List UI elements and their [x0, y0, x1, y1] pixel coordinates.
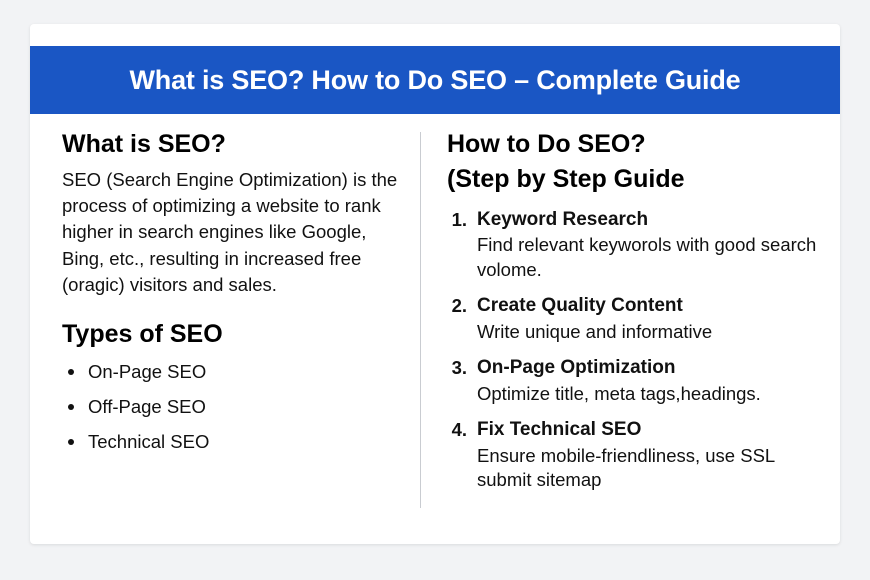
how-to-do-seo-heading: How to Do SEO? — [447, 130, 646, 158]
step-title: Keyword Research — [477, 208, 649, 230]
right-column — [421, 130, 840, 514]
page-title: What is SEO? How to Do SEO – Complete Guide — [129, 64, 741, 95]
list-item — [447, 208, 820, 283]
list-item — [447, 294, 820, 344]
step-number: 4. — [451, 419, 467, 441]
step-description: Optimize title, meta tags,headings. — [477, 382, 761, 404]
list-item: On-Page SEO — [62, 359, 406, 385]
list-item — [447, 418, 820, 493]
steps-list — [447, 208, 820, 493]
step-number: 3. — [451, 357, 467, 379]
left-column — [30, 130, 420, 514]
step-content — [477, 208, 820, 283]
list-item: Technical SEO — [62, 429, 406, 455]
step-description: Write unique and informative — [477, 320, 713, 342]
step-description: Ensure mobile-friendliness, use SSL submit sitemap — [477, 444, 775, 491]
step-title: Create Quality Content — [477, 295, 683, 316]
list-item — [447, 356, 820, 406]
how-to-do-seo-subheading: (Step by Step Guide — [447, 164, 685, 193]
types-of-seo-list — [62, 359, 406, 456]
step-content — [477, 356, 820, 406]
what-is-seo-heading: What is SEO? — [62, 130, 226, 158]
step-content — [477, 294, 820, 344]
types-of-seo-heading: Types of SEO — [62, 320, 223, 349]
step-description: Find relevant keyworols with good search volome. — [477, 234, 817, 280]
what-is-seo-paragraph: SEO (Search Engine Optimization) is the process of optimizing a website to rank higher in search engines like Google, Bing, etc., resulting in increased free (oragic) visitors and sales. — [62, 168, 398, 295]
step-title: Fix Technical SEO — [477, 419, 642, 441]
step-content — [477, 418, 820, 493]
step-title: On-Page Optimization — [477, 357, 676, 379]
list-item: Off-Page SEO — [62, 394, 406, 420]
guide-card — [30, 24, 840, 544]
step-number: 2. — [451, 295, 467, 316]
card-body — [30, 114, 840, 514]
step-number: 1. — [451, 208, 467, 230]
card-header — [30, 46, 840, 114]
